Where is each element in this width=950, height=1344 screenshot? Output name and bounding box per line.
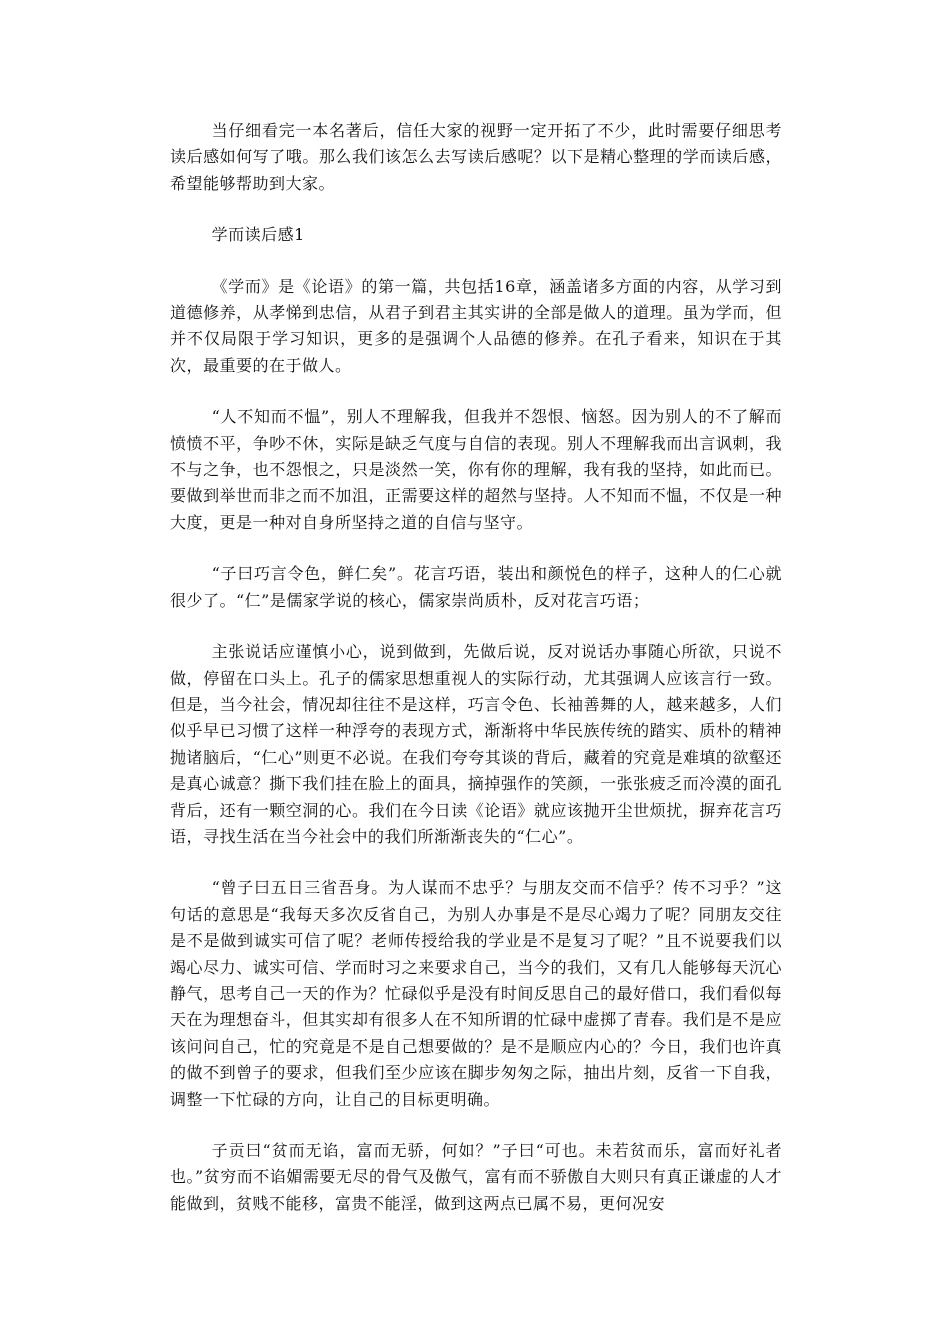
document-page xyxy=(170,118,782,1242)
section-title: 学而读后感1 xyxy=(211,225,305,245)
body-paragraph-4: 主张说话应谨慎小心，说到做到，先做后说，反对说话办事随心所欲，只说不做，停留在口头上。孔子的儒家思想重视人的实际行动，尤其强调人应该言行一致。但是，当今社会，情况却往往不是这样，巧言令色、长袖善舞的人，越来越多，人们似乎早已习惯了这样一种浮夸的表现方式，渐渐将中华民族传统的踏实、质朴的精神抛诸脑后，“仁心”则更不必说。在我们夸夸其谈的背后，藏着的究竟是难填的欲壑还是真心诚意？撕下我们挂在脸上的面具，摘掉强作的笑颜，一张张疲乏而冷漠的面孔背后，还有一颗空洞的心。我们在今日读《论语》就应该抛开尘世烦扰，摒弃花言巧语，寻找生活在当今社会中的我们所渐渐丧失的“仁心”。 xyxy=(170,642,782,846)
body-paragraph-6: 子贡曰“贫而无谄，富而无骄，何如？”子曰“可也。未若贫而乐，富而好礼者也。”贫穷而不谄媚需要无尽的骨气及傲气，富有而不骄傲自大则只有真正谦虚的人才能做到，贫贱不能移，富贵不能淫，做到这两点已属不易，更何况安 xyxy=(170,1141,782,1213)
body-paragraph-2: “人不知而不愠”，别人不理解我，但我并不怨恨、恼怒。因为别人的不了解而愤愤不平，争吵不休，实际是缺乏气度与自信的表现。别人不理解我而出言讽刺，我不与之争，也不怨恨之，只是淡然一笑，你有你的理解，我有我的坚持，如此而已。要做到举世而非之而不加沮，正需要这样的超然与坚持。人不知而不愠，不仅是一种大度，更是一种对自身所坚持之道的自信与坚守。 xyxy=(170,407,782,532)
intro-paragraph: 当仔细看完一本名著后，信任大家的视野一定开拓了不少，此时需要仔细思考读后感如何写了哦。那么我们该怎么去写读后感呢？以下是精心整理的学而读后感，希望能够帮助到大家。 xyxy=(170,121,782,193)
body-paragraph-1: 《学而》是《论语》的第一篇，共包括16章，涵盖诸多方面的内容，从学习到道德修养，从孝悌到忠信，从君子到君主其实讲的全部是做人的道理。虽为学而，但并不仅局限于学习知识，更多的是强调个人品德的修养。在孔子看来，知识在于其次，最重要的在于做人。 xyxy=(170,276,782,375)
body-paragraph-5: “曾子曰五日三省吾身。为人谋而不忠乎？与朋友交而不信乎？传不习乎？”这句话的意思是“我每天多次反省自己，为别人办事是不是尽心竭力了呢？同朋友交往是不是做到诚实可信了呢？老师传授给我的学业是不是复习了呢？”且不说要我们以竭心尽力、诚实可信、学而时习之来要求自己，当今的我们，又有几人能够每天沉心静气，思考自己一天的作为？忙碌似乎是没有时间反思自己的最好借口，我们看似每天在为理想奋斗，但其实却有很多人在不知所谓的忙碌中虚掷了青春。我们是不是应该问问自己，忙的究竟是不是自己想要做的？是不是顺应内心的？今日，我们也许真的做不到曾子的要求，但我们至少应该在脚步匆匆之际，抽出片刻，反省一下自我，调整一下忙碌的方向，让自己的目标更明确。 xyxy=(170,878,782,1109)
body-paragraph-3: “子曰巧言令色，鲜仁矣”。花言巧语，装出和颜悦色的样子，这种人的仁心就很少了。“仁”是儒家学说的核心，儒家崇尚质朴，反对花言巧语； xyxy=(170,564,782,610)
